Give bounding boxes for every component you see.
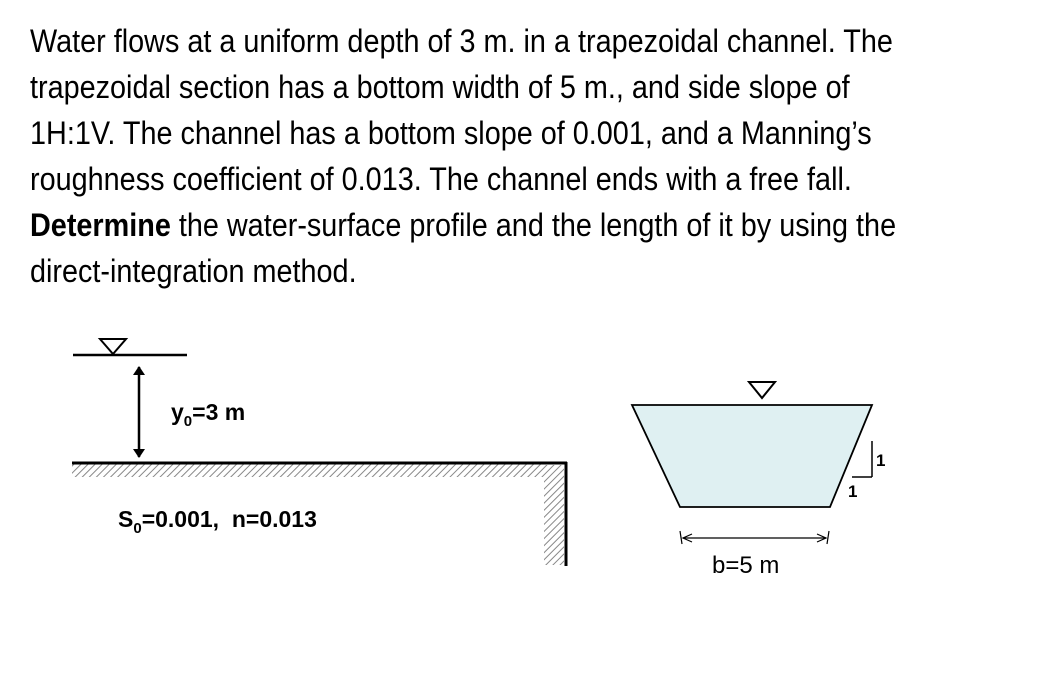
water-surface-symbol <box>100 339 126 354</box>
section-water-surface-symbol <box>749 382 775 398</box>
problem-line-3: 1H:1V. The channel has a bottom slope of 0.001, and a Manning’s <box>30 115 872 151</box>
wall-hatch <box>544 465 564 565</box>
problem-line-2: trapezoidal section has a bottom width of 5 m., and side slope of <box>30 69 850 105</box>
trapezoidal-section <box>632 382 885 579</box>
bed-hatch <box>72 464 544 477</box>
problem-line-4: roughness coefficient of 0.013. The channel ends with a free fall. <box>30 161 852 197</box>
depth-dimension-arrow <box>133 366 145 458</box>
side-slope-horizontal-label: 1 <box>848 482 858 501</box>
determine-keyword: Determine <box>30 207 171 243</box>
side-slope-vertical-label: 1 <box>876 451 886 470</box>
depth-label: $y_0=3$ m <box>171 399 246 430</box>
problem-line-5-rest: the water-surface profile and the length of it by using the <box>170 207 897 243</box>
bottom-width-label: b=5 m <box>712 552 780 579</box>
problem-line-6: direct-integration method. <box>30 253 357 289</box>
slope-roughness-label: $S_0=0.001$, n=0.013 <box>118 506 317 537</box>
water-area <box>632 405 872 507</box>
bottom-width-dimension <box>680 531 829 544</box>
problem-line-1: Water flows at a uniform depth of 3 m. in a trapezoidal channel. The <box>30 23 893 59</box>
longitudinal-profile <box>72 339 567 566</box>
